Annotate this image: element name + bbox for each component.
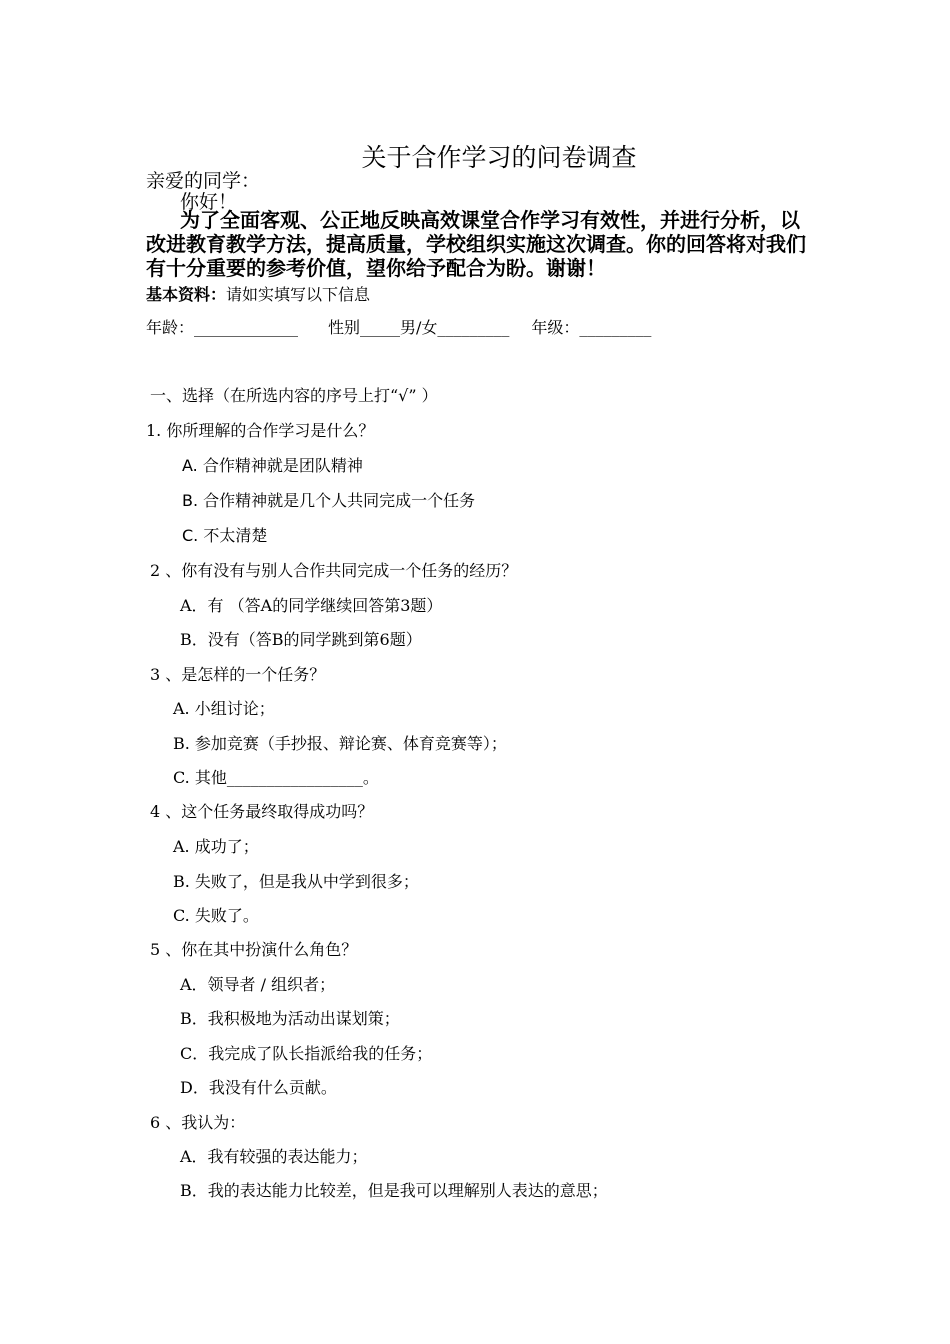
option-6a[interactable]: A．我有较强的表达能力； bbox=[180, 1147, 368, 1166]
option-1c[interactable] bbox=[182, 523, 267, 546]
option-3b[interactable]: B. 参加竞赛（手抄报、辩论赛、体育竞赛等）； bbox=[173, 734, 507, 753]
option-2a[interactable]: A．有 （答A的同学继续回答第3题） bbox=[180, 596, 443, 615]
option-3a[interactable]: A. 小组讨论； bbox=[173, 699, 275, 718]
gender-field[interactable]: 性别_____男/女_________ bbox=[328, 318, 510, 337]
age-field[interactable]: 年龄：_____________ bbox=[146, 318, 299, 337]
option-4b[interactable]: B. 失败了，但是我从中学到很多； bbox=[173, 872, 419, 891]
option-5c[interactable]: C．我完成了队长指派给我的任务； bbox=[180, 1044, 433, 1063]
option-5b[interactable]: B．我积极地为活动出谋划策； bbox=[180, 1009, 400, 1028]
basic-info bbox=[146, 282, 370, 305]
option-text: 合作精神就是团队精神 bbox=[202, 456, 363, 475]
option-1a[interactable] bbox=[182, 453, 363, 476]
intro-paragraph bbox=[146, 208, 814, 280]
option-4c[interactable]: C. 失败了。 bbox=[173, 906, 259, 925]
intro-text: 为了全面客观、公正地反映高效课堂合作学习有效性，并进行分析，以改进教育教学方法，提高质量，学校组织实施这次调查。你的回答将对我们有十分重要的参考价值，望你给予配合为盼。谢谢！ bbox=[146, 208, 806, 280]
option-letter: A. bbox=[182, 456, 198, 475]
option-2b[interactable]: B．没有（答B的同学跳到第6题） bbox=[180, 630, 422, 649]
grade-field[interactable]: 年级：_________ bbox=[531, 318, 652, 337]
basic-info-label: 基本资料： bbox=[146, 285, 227, 304]
option-6b[interactable]: B．我的表达能力比较差，但是我可以理解别人表达的意思； bbox=[180, 1181, 608, 1200]
option-letter: C. bbox=[182, 526, 199, 545]
option-5a[interactable]: A．领导者 / 组织者； bbox=[180, 975, 336, 994]
question-3: 3 、是怎样的一个任务？ bbox=[150, 665, 326, 684]
option-4a[interactable]: A. 成功了； bbox=[173, 837, 259, 856]
option-5d[interactable]: D．我没有什么贡献。 bbox=[180, 1078, 337, 1097]
option-text: 不太清楚 bbox=[203, 526, 268, 545]
question-2: 2 、你有没有与别人合作共同完成一个任务的经历？ bbox=[150, 561, 518, 580]
question-6: 6 、我认为： bbox=[150, 1113, 246, 1132]
option-text: 合作精神就是几个人共同完成一个任务 bbox=[203, 491, 476, 510]
option-1b[interactable] bbox=[182, 488, 475, 511]
section-heading: 一、选择（在所选内容的序号上打“√” ） bbox=[150, 386, 438, 405]
hello-line: 你好！ bbox=[180, 191, 238, 213]
question-1: 1. 你所理解的合作学习是什么？ bbox=[146, 421, 375, 440]
basic-info-note: 请如实填写以下信息 bbox=[226, 285, 371, 304]
info-fields bbox=[146, 315, 651, 338]
greeting: 亲爱的同学： bbox=[146, 170, 261, 192]
option-letter: B. bbox=[182, 491, 199, 510]
question-5: 5 、你在其中扮演什么角色？ bbox=[150, 940, 358, 959]
question-4: 4 、这个任务最终取得成功吗？ bbox=[150, 802, 374, 821]
option-3c[interactable]: C. 其他_________________。 bbox=[173, 768, 379, 787]
page-title: 关于合作学习的问卷调查 bbox=[361, 143, 637, 172]
